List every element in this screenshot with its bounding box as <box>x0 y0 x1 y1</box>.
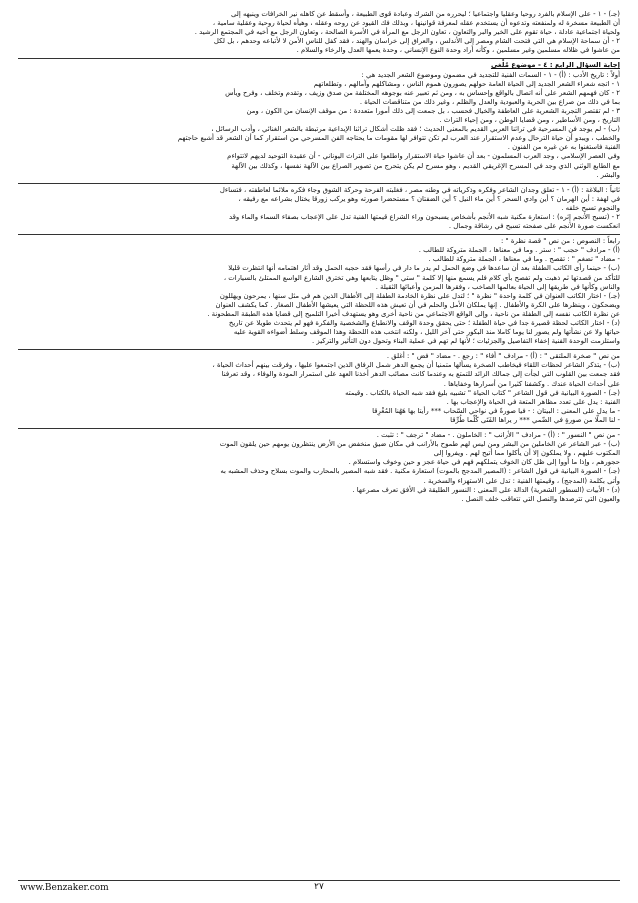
text-line: والنجوم تسبح خلفه . <box>561 203 620 212</box>
text-line: المكتوب عليهم ، ولا يملكون إلا أن يأكلوا مما أتيح لهم . ويفروا إلى <box>433 449 620 458</box>
text-line: حياتها ولا عن نشأتها ولم يصور لنا يوما كاملا منذ البكور حتى آخر الليل ، ولكنه انتخب هذه اللحظة وهذا الموقف وسلط أضواءه القوية عليه <box>233 328 620 337</box>
page-footer <box>18 880 620 895</box>
text-line: للتأكد من قصدتها ثم ذهبت ولم تفصح بأي كلام فلم يسمع منها إلا كلمة " ستي " وظل يتابعها وهي تخترق الشارع الواسع الممتلئ بالسيارات ، <box>223 273 620 282</box>
text-line: (أ) - مرادف " حجب " : ستر . وما في معناها ، الجملة متروكة للطالب . <box>418 246 620 255</box>
text-line: والناس وكأنها في طريقها إلى الحياة بعالمها الصاخب ، وفقرها المزمن وأعبائها الثقيلة . <box>375 282 620 291</box>
website-link[interactable]: www.Benzaker.com <box>20 883 109 893</box>
text-line: والبشر . <box>596 170 620 179</box>
section-history-answer <box>18 8 620 59</box>
text-line: على أحداث الحياة عندك . وكشفنا كثيرا من أسرارها وخفاياها . <box>443 379 620 388</box>
text-line: (ب) - حينما رأى الكاتب الطفلة بعد أن ساعدها في وضع الحمل لم يدر ما دار في رأسها فقد حجبه الحمل وقد أثار اهتمامه أنها انتظرت قليلا <box>228 264 620 273</box>
text-line: ولحياة اجتماعية عادلة ، حياة تقوم على الخير والبر والتعاون ، تعاون الرجل مع المرأة في الأسرة الصالحة ، وتعاون الرجل مع أخيه في المجتمع الرشيد . <box>194 28 620 37</box>
text-line: - ما يدل على المعنى : البيتان : - فيا صورةً في نواحي السّحاب *** رأيتا بها هَهُنا المُغْرِقا <box>372 406 620 415</box>
section-heading: إجابة السؤال الرابع : ٤ - موضوع مُلْغى <box>490 61 620 70</box>
text-line: ويضحكون ، وينظرها على الكرة والأطفال . إنها يملكان الأمل والحلم في أن تعيش هذه اللحظة التي يعيشها الأطفال الصغار . كما يكشف العنوان <box>215 300 620 309</box>
page-number: ٢٧ <box>314 882 324 892</box>
text-line: (جـ) - ١ - على الإسلام بالفرد روحيا وعقليا واجتماعيا ؛ ليحرره من الشرك وعبادة قوى الطبيعة ، وأسقط عن كاهله نير الخرافات وينبهه إلى <box>231 10 620 18</box>
text-line: في لهفة : أين الهرمان ؟ أين وادي السحر ؟ أين ماء النيل ؟ أين الضفتان ؟ مستحضرا صورته وهو يركب زورقا يختال بشراعه مع رفيقه ، <box>238 194 620 203</box>
text-line: ثانياً : البلاغة : (أ) - ١ - تعلق وجدان الشاعر وفكره وذكرياته في وطنه مصر ، فغلبته الفرحة وحركة الشوق وجاء فكره ملائما لعاطفته ، فتساءل <box>219 185 620 194</box>
text-line: عن نظرة الكاتب نفسه إلى الطفلة من ناحية ، وإلى الواقع الاجتماعي من ناحية أخرى وهو يستهدف أخيرا التلميح إلى قضايا هذه الطبقة المطحونة . <box>207 309 620 318</box>
section-texts-glance-story <box>18 235 620 350</box>
text-line: من نص " صخرة الملتقى " : (أ) - مرادف " أفاء " : رجع . - مضاد " فض " : أغلق . <box>386 352 620 361</box>
section-texts-meeting-rock <box>18 350 620 429</box>
text-line: - من نص " النسور " : (أ) - مرادف " الأرانب " : الخاملون . - مضاد " ترجف " : تثبت . <box>376 431 620 440</box>
text-line: الفنية فاستغنوا به عن غيره من الفنون . <box>507 143 620 152</box>
text-line: (جـ) - الصورة البيانية في قول الشاعر " كتاب الحياة " تشبيه بليغ فقد شبه الحياة بالكتاب . وقيمته <box>345 388 620 397</box>
section-body <box>18 71 620 180</box>
section-literature-history <box>18 59 620 183</box>
text-line: وأتى بكلمة (المدجج) ، وقيمتها الفنية : تدل على الاستهزاء والسخرية . <box>423 476 620 485</box>
text-line: ٢ - (تسبح الأنجم إثره) : استعارة مكنية شبه الأنجم بأشخاص يسبحون وراء الشراع قيمتها الفنية تدل على الإعجاب بصفاء السماء والماء وقد <box>228 212 620 221</box>
section-texts-eagles <box>18 429 620 507</box>
text-line: (د) - الأبيات (السطور الشعرية) الدالة على المعنى : النسور الطليقة في الأفق تعرف مصرعها . <box>352 485 620 494</box>
text-line: (ب) - عبر الشاعر عن الخاملين من البشر ومن ليس لهم طموح بالأرانب في مكان ضيق منخفض من الأرض ينتظرون يومهم حين يلقون الموت <box>219 440 620 449</box>
text-line: أولاً : تاريخ الأدب : (أ) - ١ - السمات الفنية للتجديد في مضمون وموضوع الشعر الجديد هي : <box>361 70 620 79</box>
text-line: ٣ - لم تقتصر التجربة الشعرية على العاطفة والخيال فحسب ، بل جمعت إلى ذلك أمورا متعددة : من موقف الإنسان من الكون ، ومن <box>246 106 620 115</box>
text-line: (د) - اختار الكاتب لحظة قصيرة جدا في حياة الطفلة ؛ حتى يحقق وحدة الوقف والانطباع والشخصية والفكرة فهو لم يتحدث طويلا عن تاريخ <box>228 319 620 327</box>
text-line: التاريخ ، ومن الأساطير ، ومن قضايا الوطن ، ومن إحياء التراث . <box>439 116 620 125</box>
section-rhetoric <box>18 184 620 235</box>
text-line: (جـ) - اختار الكاتب العنوان في كلمة واحدة " نظرة " ؛ لتدل على نظرة الخادمة الطفلة إلى الأطفال الذين هم في مثل سنها ، يمرحون ويهللون <box>219 291 620 300</box>
text-line: والخطب ، ويبدو أن حياة الترحال وعدم الاستقرار عند العرب لم تكن تتوافر لها مقومات ما يحتاجه الفن المسرحي من استقرار كما أن الشعر قد أشبع حاجتهم <box>177 134 620 143</box>
text-line: أن الطبيعة مسخرة له ولمنفعته وتدعوه أن يستخدم عقله لمعرفة قوانينها ، وبذلك فك القيود عن روحه وعقله ، وهيأه لحياة روحية وعقلية سامية ، <box>212 19 620 28</box>
text-line: وفي العصر الإسلامي ، وجد العرب المسلمون - بعد أن عاشوا حياة الاستقرار واطلعوا على التراث اليوناني - أن عقيدة التوحيد لديهم لاتتواءم <box>227 152 620 161</box>
text-line: (ب) - يتذكر الشاعر لحظات اللقاء فيخاطب الصخرة يسألها متمنيا أن يجمع الدهر شمل الرفاق الذين اجتمعوا عليها ، وفرقت بينهم أحداث الحياة ، <box>212 361 620 370</box>
text-line: (ب) - لم يوجد فن المسرحية في تراثنا العربي القديم بالمعنى الحديث ؛ فقد ظلت أشكال تراثنا الإبداعية مرتبطة بالشعر الغنائي ، وأدب الرسائل ، <box>211 125 620 134</box>
exam-answers-page <box>18 8 620 873</box>
text-line: والعيون التي تترصدها والنصل التي تتعاقب خلف النصل . <box>461 494 620 503</box>
text-line: بما في ذلك من صراع بين الحرية والعبودية والعدل والظلم ، وغير ذلك من متناقضات الحياة . <box>359 97 620 106</box>
text-line: رابعاً : النصوص : من نص " قصة نظرة " : <box>501 237 620 246</box>
text-line: ١ - اتجه شعراء الشعر الجديد إلى الحياة العامة حولهم يصورون هموم الناس ، ومشاكلهم وآمالهم ، وتطلعاتهم <box>313 79 620 88</box>
text-line: الفنية : يدل على تعدد مظاهر المتعة في الحياة والإعجاب بها . <box>446 397 620 406</box>
text-line: - لنا الملّا من صورةٍ في الضّمي *** ر يراها الفَتَى كُلّما طُرِّقا <box>450 415 620 424</box>
text-line: (جـ) - الصورة البيانية في قول الشاعر : (المصير المدجج بالموت) استعارة مكنية . فقد شبه المصير بالمحارب والموت بسلاح وحذف المشبه به <box>220 467 620 476</box>
text-line: انعكست صورة الأنجم على صفحته تسبح في رشاقة وجمال . <box>448 222 620 231</box>
text-line: من عاشوا في ظلاله مسلمين وغير مسلمين ، وكأنه أراد وحدة النوع الإنساني ، وحدة يعمها العدل والرخاء والسلام . <box>296 46 620 55</box>
text-line: مع الطابع الوثني الذي وجد في المسرح الإغريقي القديم ، وهو مسرح لم يكن يتحرج من تصوير الصراع بين الآلهة نفسها ، وكذلك بين الآلهة <box>231 161 620 170</box>
text-line: ٢ - أن سماحة الإسلام هي التي فتحت الشام ومصر إلى الأندلس ، والعراق إلى خراسان والهند ، فقد كفل للناس الأمن لا لأتباعه وحدهم ، بل لكل <box>213 37 620 46</box>
text-line: فقد جمعت بين القلوب التي لجأت إلى جمالك الزائد للتمتع به وعندما كانت مصائب الدهر أخذنا العهد على استمرار المودة والوفاء ، وقد تعرفنا <box>221 370 620 379</box>
text-line: ٢ - كان فهمهم الشعر على أنه اتصال بالواقع وإحساس به ، ومن ثم تعبير عنه بوجوهه المختلفة من صدق وزيف ، وتقدم وتخلف ، وفرح ويأس <box>225 88 620 97</box>
text-line: حجورهم ، وإذا ما أووا إلى ظل كان الخوف يتملكهم فهم في حياة عجز و حين وخوف واستسلام . <box>348 458 620 467</box>
text-line: واستلزمت الوحدة الفنية إخفاء التفاصيل والجزئيات ؛ لأنها لم تهم في عملية البناء وتحول دون التأثير والتركيز . <box>312 337 620 346</box>
text-line: - مضاد " تضغم " : تقصح . وما في معناها ، الجملة متروكة للطالب . <box>428 255 620 264</box>
